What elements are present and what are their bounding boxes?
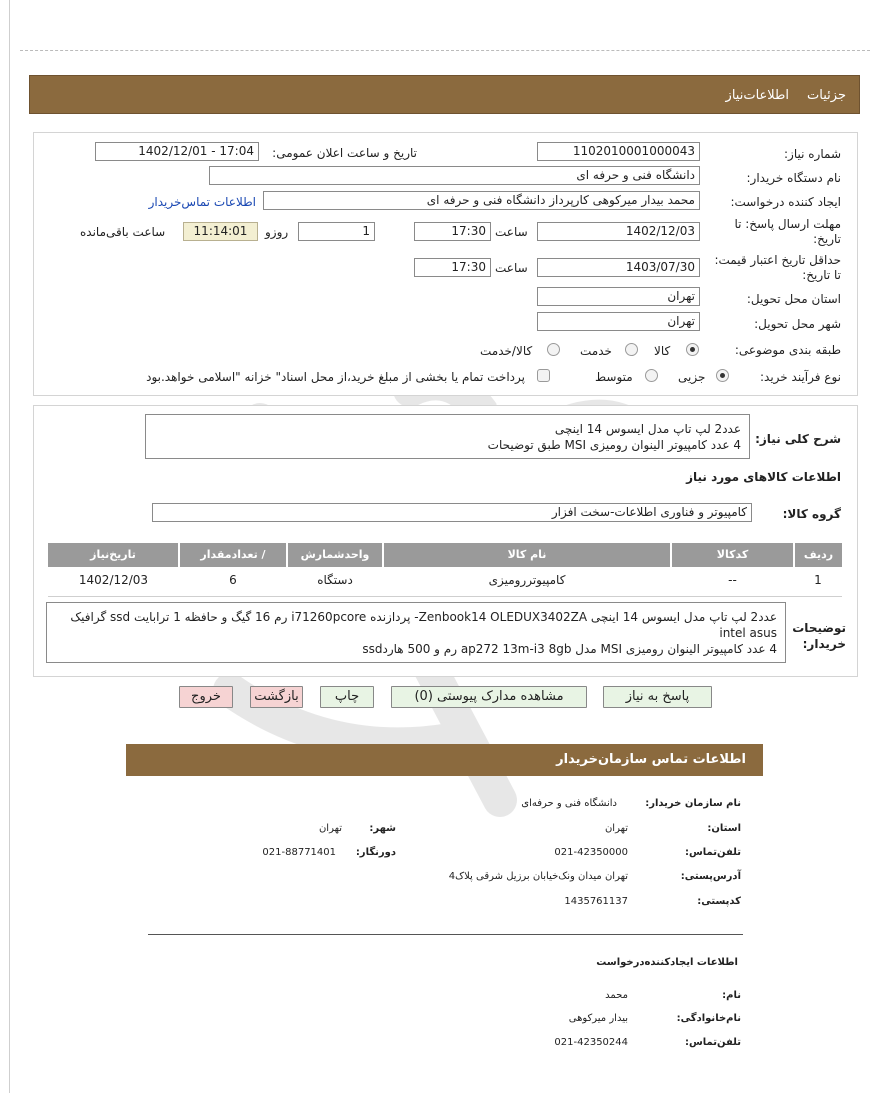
- contact-header-bar: [126, 744, 763, 776]
- col-goods-code: کدکالا: [671, 543, 794, 567]
- process-partial-radio[interactable]: [716, 369, 729, 382]
- treasury-checkbox[interactable]: [537, 369, 550, 382]
- tab-details[interactable]: جزئیات: [807, 88, 846, 103]
- col-unit: واحدشمارش: [287, 543, 383, 567]
- validity-date-field: 1403/07/30: [537, 258, 700, 277]
- col-row: ردیف: [794, 543, 842, 567]
- city-label: شهر محل تحویل:: [754, 317, 841, 331]
- summary-box: [145, 414, 750, 459]
- category-service-radio[interactable]: [625, 343, 638, 356]
- creator-family-label: نام‌خانوادگی:: [676, 1013, 741, 1024]
- creator-name-value: محمد: [605, 990, 628, 1001]
- contact-city-value: تهران: [318, 823, 342, 834]
- cell-unit: دستگاه: [317, 573, 353, 587]
- org-value: دانشگاه فنی و حرفه‌ای: [521, 798, 617, 809]
- process-partial-label: جزیی: [678, 370, 706, 384]
- remaining-time: 11:14:01: [183, 222, 258, 241]
- category-label: طبقه بندی موضوعی:: [734, 343, 841, 357]
- need-number-label: شماره نیاز:: [784, 147, 841, 161]
- summary-line-2: 4 عدد کامپیوتر الینوان رومیزی MSI طبق توضیحات: [487, 438, 741, 452]
- summary-line-1: عدد2 لپ تاپ مدل ایسوس 14 اینچی: [554, 422, 741, 436]
- contact-phone-value: 021-42350000: [554, 847, 628, 858]
- org-label: نام سازمان خریدار:: [645, 798, 741, 809]
- validity-time-field: 17:30: [414, 258, 491, 277]
- cell-need-date: 1402/12/03: [78, 573, 149, 587]
- deadline-time-field: 17:30: [414, 222, 491, 241]
- category-goods-label: کالا: [654, 344, 671, 358]
- cell-quantity: 6: [229, 573, 237, 587]
- col-need-date: تاریخ‌نیاز: [48, 543, 179, 567]
- deadline-date-field: 1402/12/03: [537, 222, 700, 241]
- goods-info-title: اطلاعات کالاهای مورد نیاز: [686, 470, 841, 484]
- postal-label: کدپستی:: [697, 896, 741, 907]
- contact-province-value: تهران: [604, 823, 628, 834]
- need-number-field: 1102010001000043: [537, 142, 700, 161]
- reply-button[interactable]: پاسخ به نیاز: [603, 686, 712, 708]
- creator-phone-value: 021-42350244: [554, 1037, 628, 1048]
- creator-name-label: نام:: [722, 990, 741, 1001]
- validity-time-label: ساعت: [495, 261, 528, 275]
- print-button[interactable]: چاپ: [320, 686, 374, 708]
- buyer-org-label: نام دستگاه خریدار:: [746, 171, 841, 185]
- buyer-contact-link[interactable]: اطلاعات تماس‌خریدار: [148, 195, 256, 209]
- buyer-notes-box: [46, 602, 786, 663]
- left-border: [9, 0, 10, 1093]
- treasury-note: پرداخت تمام یا بخشی از مبلغ خرید،از محل اسناد" خزانه "اسلامی خواهد.بود: [146, 370, 525, 384]
- page-header-bar: [29, 75, 860, 114]
- process-medium-label: متوسط: [595, 370, 633, 384]
- buyer-notes-line-2: 4 عدد کامپیوتر الینوان رومیزی MSI مدل ap272 13m-i3 8gb رم و 500 هاردssd: [362, 642, 777, 656]
- process-label: نوع فرآیند خرید:: [760, 370, 841, 384]
- creator-label: ایجاد کننده درخواست:: [730, 195, 841, 209]
- validity-label: حداقل تاریخ اعتبار قیمت: تا تاریخ:: [714, 253, 841, 282]
- creator-family-value: بیدار میرکوهی: [568, 1013, 628, 1024]
- announce-label: تاریخ و ساعت اعلان عمومی:: [272, 146, 417, 160]
- postal-value: 1435761137: [564, 896, 628, 907]
- table-row: [48, 567, 842, 593]
- days-label: روزو: [265, 225, 289, 239]
- category-goods-radio[interactable]: [686, 343, 699, 356]
- col-goods-name: نام کالا: [383, 543, 671, 567]
- deadline-label: مهلت ارسال پاسخ: تا تاریخ:: [734, 217, 841, 246]
- cell-goods-name: کامپیوتررومیزی: [488, 573, 566, 587]
- buyer-notes-label: توضیحات خریدار:: [792, 621, 846, 651]
- fax-value: 021-88771401: [262, 847, 336, 858]
- back-button[interactable]: بازگشت: [250, 686, 303, 708]
- address-value: تهران میدان ونک‌خیابان برزیل شرقی پلاک4: [448, 871, 628, 882]
- col-quantity: تعدادمقدار /: [179, 543, 287, 567]
- fax-label: دورنگار:: [355, 847, 396, 858]
- days-field: 1: [298, 222, 375, 241]
- category-goods-service-radio[interactable]: [547, 343, 560, 356]
- announce-field: 1402/12/01 - 17:04: [95, 142, 259, 161]
- attachments-button[interactable]: مشاهده مدارک پیوستی (0): [391, 686, 587, 708]
- exit-button[interactable]: خروج: [179, 686, 233, 708]
- group-field: کامپیوتر و فناوری اطلاعات-سخت افزار: [152, 503, 752, 522]
- cell-row: 1: [814, 573, 822, 587]
- summary-label: شرح کلی نیاز:: [755, 432, 841, 446]
- address-label: آدرس‌پستی:: [680, 871, 741, 882]
- buyer-org-field: دانشگاه فنی و حرفه ای: [209, 166, 700, 185]
- buyer-notes-line-1: عدد2 لپ تاپ مدل ایسوس 14 اینچی Zenbook14 OLEDUX3402ZA- پردازنده i71260pcore رم 16 گیگ و حافظه 1 ترابایت ssd گرافیک intel asus: [70, 610, 777, 640]
- province-label: استان محل تحویل:: [746, 292, 841, 306]
- contact-title: اطلاعات تماس سازمان‌خریدار: [556, 752, 746, 767]
- contact-divider: [148, 934, 743, 935]
- table-divider: [48, 596, 842, 597]
- province-field: تهران: [537, 287, 700, 306]
- category-service-label: خدمت: [580, 344, 612, 358]
- contact-province-label: استان:: [707, 823, 741, 834]
- group-label: گروه کالا:: [782, 507, 841, 521]
- table-header-row: [48, 543, 842, 567]
- creator-info-title: اطلاعات ایجادکننده‌درخواست: [596, 957, 738, 968]
- contact-city-label: شهر:: [369, 823, 396, 834]
- category-goods-service-label: کالا/خدمت: [480, 344, 533, 358]
- contact-phone-label: تلفن‌تماس:: [684, 847, 741, 858]
- remaining-label: ساعت باقی‌مانده: [80, 225, 166, 239]
- process-medium-radio[interactable]: [645, 369, 658, 382]
- creator-phone-label: تلفن‌تماس:: [684, 1037, 741, 1048]
- city-field: تهران: [537, 312, 700, 331]
- deadline-time-label: ساعت: [495, 225, 528, 239]
- creator-field: محمد بیدار میرکوهی کارپرداز دانشگاه فنی و حرفه ای: [263, 191, 700, 210]
- goods-table: [48, 543, 842, 593]
- tab-need-info[interactable]: اطلاعات‌نیاز: [725, 88, 789, 103]
- cell-goods-code: --: [728, 573, 737, 587]
- top-divider: [20, 50, 870, 51]
